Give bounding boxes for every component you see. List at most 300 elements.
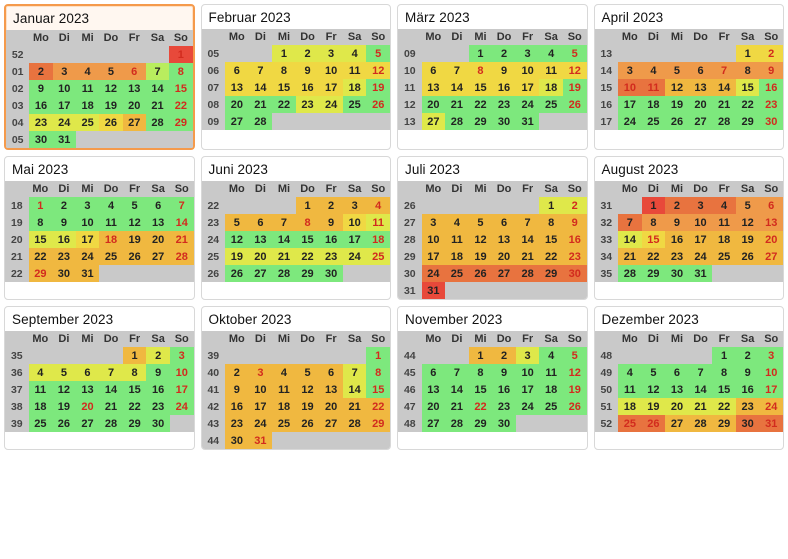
day-cell[interactable]: 7 [343,364,367,381]
day-cell[interactable]: 1 [296,197,320,214]
day-cell[interactable]: 25 [272,415,296,432]
day-cell[interactable]: 3 [516,347,540,364]
day-cell[interactable]: 9 [563,214,587,231]
day-cell[interactable]: 7 [170,197,194,214]
day-cell[interactable]: 16 [492,79,516,96]
day-cell[interactable]: 15 [712,381,736,398]
day-cell[interactable]: 6 [492,214,516,231]
day-cell[interactable]: 30 [319,265,343,282]
day-cell[interactable]: 6 [422,364,446,381]
day-cell[interactable]: 11 [272,381,296,398]
day-cell[interactable]: 7 [445,62,469,79]
day-cell[interactable]: 13 [665,381,689,398]
day-cell[interactable]: 4 [642,62,666,79]
day-cell[interactable]: 28 [170,248,194,265]
day-cell[interactable]: 17 [689,231,713,248]
day-cell[interactable]: 8 [296,214,320,231]
day-cell[interactable]: 25 [366,248,390,265]
day-cell[interactable]: 19 [469,248,493,265]
day-cell[interactable]: 28 [689,415,713,432]
day-cell[interactable]: 26 [99,114,122,131]
day-cell[interactable]: 26 [563,96,587,113]
day-cell[interactable]: 9 [296,62,320,79]
day-cell[interactable]: 2 [665,197,689,214]
day-cell[interactable]: 8 [712,364,736,381]
day-cell[interactable]: 10 [343,214,367,231]
day-cell[interactable]: 27 [665,415,689,432]
day-cell[interactable]: 25 [618,415,642,432]
day-cell[interactable]: 3 [689,197,713,214]
day-cell[interactable]: 9 [29,80,52,97]
day-cell[interactable]: 10 [759,364,783,381]
day-cell[interactable]: 14 [445,79,469,96]
day-cell[interactable]: 11 [343,62,367,79]
day-cell[interactable]: 24 [759,398,783,415]
day-cell[interactable]: 8 [736,62,760,79]
day-cell[interactable]: 18 [272,398,296,415]
day-cell[interactable]: 28 [99,415,123,432]
day-cell[interactable]: 3 [422,214,446,231]
day-cell[interactable]: 7 [445,364,469,381]
day-cell[interactable]: 30 [52,265,76,282]
day-cell[interactable]: 5 [736,197,760,214]
day-cell[interactable]: 31 [422,282,446,299]
day-cell[interactable]: 15 [736,79,760,96]
day-cell[interactable]: 27 [76,415,100,432]
day-cell[interactable]: 24 [516,398,540,415]
day-cell[interactable]: 15 [169,80,192,97]
day-cell[interactable]: 15 [469,381,493,398]
day-cell[interactable]: 7 [146,63,169,80]
day-cell[interactable]: 26 [366,96,390,113]
day-cell[interactable]: 4 [712,197,736,214]
day-cell[interactable]: 12 [736,214,760,231]
day-cell[interactable]: 30 [492,113,516,130]
day-cell[interactable]: 23 [225,415,249,432]
day-cell[interactable]: 27 [422,415,446,432]
day-cell[interactable]: 14 [170,214,194,231]
day-cell[interactable]: 5 [642,364,666,381]
day-cell[interactable]: 31 [53,131,76,148]
day-cell[interactable]: 23 [296,96,320,113]
day-cell[interactable]: 26 [123,248,147,265]
day-cell[interactable]: 6 [249,214,273,231]
day-cell[interactable]: 17 [516,381,540,398]
day-cell[interactable]: 18 [366,231,390,248]
day-cell[interactable]: 22 [29,248,53,265]
day-cell[interactable]: 25 [29,415,53,432]
day-cell[interactable]: 20 [689,96,713,113]
day-cell[interactable]: 26 [52,415,76,432]
day-cell[interactable]: 16 [225,398,249,415]
day-cell[interactable]: 21 [146,97,169,114]
day-cell[interactable]: 28 [712,113,736,130]
day-cell[interactable]: 4 [618,364,642,381]
day-cell[interactable]: 24 [618,113,642,130]
day-cell[interactable]: 5 [225,214,249,231]
day-cell[interactable]: 5 [99,63,122,80]
day-cell[interactable]: 30 [736,415,760,432]
day-cell[interactable]: 29 [296,265,320,282]
day-cell[interactable]: 19 [665,96,689,113]
day-cell[interactable]: 29 [366,415,390,432]
day-cell[interactable]: 16 [736,381,760,398]
day-cell[interactable]: 5 [665,62,689,79]
day-cell[interactable]: 5 [563,45,587,62]
day-cell[interactable]: 18 [445,248,469,265]
day-cell[interactable]: 23 [146,398,170,415]
day-cell[interactable]: 27 [759,248,783,265]
day-cell[interactable]: 7 [272,214,296,231]
day-cell[interactable]: 27 [319,415,343,432]
day-cell[interactable]: 20 [422,398,446,415]
day-cell[interactable]: 11 [29,381,53,398]
day-cell[interactable]: 6 [123,63,146,80]
day-cell[interactable]: 29 [469,415,493,432]
day-cell[interactable]: 12 [563,62,587,79]
day-cell[interactable]: 23 [492,96,516,113]
day-cell[interactable]: 21 [689,398,713,415]
day-cell[interactable]: 8 [366,364,390,381]
day-cell[interactable]: 16 [319,231,343,248]
day-cell[interactable]: 23 [665,248,689,265]
day-cell[interactable]: 29 [169,114,192,131]
day-cell[interactable]: 10 [516,364,540,381]
day-cell[interactable]: 1 [736,45,760,62]
day-cell[interactable]: 14 [712,79,736,96]
day-cell[interactable]: 24 [689,248,713,265]
day-cell[interactable]: 6 [422,62,446,79]
day-cell[interactable]: 19 [563,79,587,96]
day-cell[interactable]: 14 [689,381,713,398]
day-cell[interactable]: 4 [366,197,390,214]
day-cell[interactable]: 11 [539,62,563,79]
day-cell[interactable]: 2 [759,45,783,62]
day-cell[interactable]: 3 [249,364,273,381]
day-cell[interactable]: 31 [249,432,273,449]
day-cell[interactable]: 8 [469,62,493,79]
day-cell[interactable]: 6 [759,197,783,214]
day-cell[interactable]: 20 [422,96,446,113]
day-cell[interactable]: 18 [642,96,666,113]
day-cell[interactable]: 28 [445,415,469,432]
day-cell[interactable]: 20 [249,248,273,265]
day-cell[interactable]: 19 [296,398,320,415]
day-cell[interactable]: 24 [170,398,194,415]
day-cell[interactable]: 23 [563,248,587,265]
day-cell[interactable]: 2 [52,197,76,214]
day-cell[interactable]: 18 [539,381,563,398]
day-cell[interactable]: 9 [52,214,76,231]
day-cell[interactable]: 13 [146,214,170,231]
day-cell[interactable]: 11 [618,381,642,398]
day-cell[interactable]: 21 [516,248,540,265]
day-cell[interactable]: 26 [665,113,689,130]
day-cell[interactable]: 12 [665,79,689,96]
day-cell[interactable]: 10 [249,381,273,398]
day-cell[interactable]: 4 [29,364,53,381]
day-cell[interactable]: 20 [492,248,516,265]
day-cell[interactable]: 29 [29,265,53,282]
day-cell[interactable]: 30 [146,415,170,432]
day-cell[interactable]: 25 [539,398,563,415]
day-cell[interactable]: 18 [99,231,123,248]
day-cell[interactable]: 12 [123,214,147,231]
day-cell[interactable]: 25 [343,96,367,113]
day-cell[interactable]: 11 [366,214,390,231]
day-cell[interactable]: 12 [642,381,666,398]
day-cell[interactable]: 1 [29,197,53,214]
day-cell[interactable]: 3 [516,45,540,62]
day-cell[interactable]: 29 [736,113,760,130]
day-cell[interactable]: 26 [296,415,320,432]
day-cell[interactable]: 25 [712,248,736,265]
day-cell[interactable]: 21 [445,96,469,113]
day-cell[interactable]: 25 [445,265,469,282]
day-cell[interactable]: 7 [712,62,736,79]
day-cell[interactable]: 21 [618,248,642,265]
day-cell[interactable]: 30 [759,113,783,130]
day-cell[interactable]: 19 [99,97,122,114]
day-cell[interactable]: 14 [146,80,169,97]
day-cell[interactable]: 14 [99,381,123,398]
day-cell[interactable]: 1 [469,347,493,364]
day-cell[interactable]: 18 [539,79,563,96]
day-cell[interactable]: 14 [249,79,273,96]
day-cell[interactable]: 24 [516,96,540,113]
day-cell[interactable]: 17 [618,96,642,113]
day-cell[interactable]: 17 [422,248,446,265]
day-cell[interactable]: 28 [272,265,296,282]
day-cell[interactable]: 27 [422,113,446,130]
day-cell[interactable]: 13 [249,231,273,248]
day-cell[interactable]: 1 [469,45,493,62]
day-cell[interactable]: 5 [563,347,587,364]
day-cell[interactable]: 24 [249,415,273,432]
day-cell[interactable]: 8 [539,214,563,231]
day-cell[interactable]: 5 [366,45,390,62]
day-cell[interactable]: 15 [296,231,320,248]
day-cell[interactable]: 16 [52,231,76,248]
day-cell[interactable]: 11 [712,214,736,231]
day-cell[interactable]: 1 [539,197,563,214]
day-cell[interactable]: 25 [642,113,666,130]
day-cell[interactable]: 2 [736,347,760,364]
day-cell[interactable]: 22 [642,248,666,265]
day-cell[interactable]: 20 [146,231,170,248]
day-cell[interactable]: 7 [618,214,642,231]
day-cell[interactable]: 13 [492,231,516,248]
day-cell[interactable]: 1 [169,46,192,63]
day-cell[interactable]: 17 [53,97,76,114]
day-cell[interactable]: 12 [563,364,587,381]
day-cell[interactable]: 28 [146,114,169,131]
day-cell[interactable]: 30 [563,265,587,282]
day-cell[interactable]: 28 [618,265,642,282]
day-cell[interactable]: 22 [366,398,390,415]
day-cell[interactable]: 30 [29,131,52,148]
day-cell[interactable]: 16 [29,97,52,114]
day-cell[interactable]: 16 [296,79,320,96]
day-cell[interactable]: 24 [53,114,76,131]
day-cell[interactable]: 21 [170,231,194,248]
day-cell[interactable]: 5 [296,364,320,381]
day-cell[interactable]: 13 [422,79,446,96]
day-cell[interactable]: 18 [76,97,99,114]
day-cell[interactable]: 3 [319,45,343,62]
day-cell[interactable]: 16 [665,231,689,248]
day-cell[interactable]: 9 [225,381,249,398]
day-cell[interactable]: 1 [712,347,736,364]
day-cell[interactable]: 25 [99,248,123,265]
day-cell[interactable]: 27 [492,265,516,282]
day-cell[interactable]: 9 [736,364,760,381]
day-cell[interactable]: 27 [123,114,146,131]
day-cell[interactable]: 27 [249,265,273,282]
day-cell[interactable]: 31 [76,265,100,282]
day-cell[interactable]: 5 [52,364,76,381]
day-cell[interactable]: 15 [366,381,390,398]
day-cell[interactable]: 18 [343,79,367,96]
day-cell[interactable]: 7 [516,214,540,231]
day-cell[interactable]: 27 [225,113,249,130]
day-cell[interactable]: 19 [366,79,390,96]
day-cell[interactable]: 7 [689,364,713,381]
day-cell[interactable]: 10 [618,79,642,96]
day-cell[interactable]: 30 [665,265,689,282]
day-cell[interactable]: 13 [759,214,783,231]
day-cell[interactable]: 14 [445,381,469,398]
day-cell[interactable]: 10 [319,62,343,79]
day-cell[interactable]: 9 [665,214,689,231]
day-cell[interactable]: 23 [52,248,76,265]
day-cell[interactable]: 16 [563,231,587,248]
day-cell[interactable]: 11 [445,231,469,248]
day-cell[interactable]: 11 [642,79,666,96]
day-cell[interactable]: 15 [123,381,147,398]
day-cell[interactable]: 28 [516,265,540,282]
day-cell[interactable]: 2 [563,197,587,214]
day-cell[interactable]: 30 [492,415,516,432]
day-cell[interactable]: 13 [123,80,146,97]
day-cell[interactable]: 22 [469,398,493,415]
day-cell[interactable]: 27 [689,113,713,130]
day-cell[interactable]: 14 [516,231,540,248]
day-cell[interactable]: 3 [343,197,367,214]
day-cell[interactable]: 3 [618,62,642,79]
day-cell[interactable]: 23 [319,248,343,265]
day-cell[interactable]: 8 [272,62,296,79]
day-cell[interactable]: 9 [319,214,343,231]
day-cell[interactable]: 23 [759,96,783,113]
day-cell[interactable]: 29 [123,415,147,432]
day-cell[interactable]: 13 [319,381,343,398]
day-cell[interactable]: 4 [539,45,563,62]
day-cell[interactable]: 5 [469,214,493,231]
day-cell[interactable]: 12 [225,231,249,248]
day-cell[interactable]: 29 [712,415,736,432]
day-cell[interactable]: 22 [539,248,563,265]
day-cell[interactable]: 8 [123,364,147,381]
day-cell[interactable]: 20 [225,96,249,113]
day-cell[interactable]: 24 [76,248,100,265]
day-cell[interactable]: 28 [249,113,273,130]
day-cell[interactable]: 1 [123,347,147,364]
day-cell[interactable]: 19 [52,398,76,415]
day-cell[interactable]: 24 [319,96,343,113]
day-cell[interactable]: 21 [343,398,367,415]
day-cell[interactable]: 22 [736,96,760,113]
day-cell[interactable]: 2 [225,364,249,381]
day-cell[interactable]: 24 [343,248,367,265]
day-cell[interactable]: 7 [249,62,273,79]
day-cell[interactable]: 10 [170,364,194,381]
day-cell[interactable]: 19 [642,398,666,415]
day-cell[interactable]: 20 [123,97,146,114]
day-cell[interactable]: 17 [343,231,367,248]
day-cell[interactable]: 21 [99,398,123,415]
day-cell[interactable]: 2 [492,347,516,364]
day-cell[interactable]: 14 [618,231,642,248]
day-cell[interactable]: 21 [445,398,469,415]
day-cell[interactable]: 17 [76,231,100,248]
day-cell[interactable]: 3 [759,347,783,364]
day-cell[interactable]: 26 [563,398,587,415]
day-cell[interactable]: 1 [366,347,390,364]
day-cell[interactable]: 8 [29,214,53,231]
day-cell[interactable]: 31 [759,415,783,432]
day-cell[interactable]: 16 [492,381,516,398]
day-cell[interactable]: 2 [29,63,52,80]
day-cell[interactable]: 4 [539,347,563,364]
day-cell[interactable]: 13 [689,79,713,96]
day-cell[interactable]: 1 [642,197,666,214]
day-cell[interactable]: 30 [225,432,249,449]
day-cell[interactable]: 22 [712,398,736,415]
day-cell[interactable]: 22 [296,248,320,265]
day-cell[interactable]: 15 [539,231,563,248]
day-cell[interactable]: 10 [689,214,713,231]
day-cell[interactable]: 29 [642,265,666,282]
day-cell[interactable]: 18 [29,398,53,415]
day-cell[interactable]: 6 [76,364,100,381]
day-cell[interactable]: 13 [422,381,446,398]
day-cell[interactable]: 17 [249,398,273,415]
day-cell[interactable]: 12 [52,381,76,398]
day-cell[interactable]: 8 [469,364,493,381]
day-cell[interactable]: 3 [170,347,194,364]
day-cell[interactable]: 31 [689,265,713,282]
day-cell[interactable]: 9 [146,364,170,381]
day-cell[interactable]: 10 [422,231,446,248]
day-cell[interactable]: 21 [272,248,296,265]
day-cell[interactable]: 20 [76,398,100,415]
day-cell[interactable]: 15 [642,231,666,248]
day-cell[interactable]: 21 [712,96,736,113]
day-cell[interactable]: 13 [76,381,100,398]
day-cell[interactable]: 2 [146,347,170,364]
day-cell[interactable]: 11 [99,214,123,231]
day-cell[interactable]: 26 [225,265,249,282]
day-cell[interactable]: 22 [123,398,147,415]
day-cell[interactable]: 3 [53,63,76,80]
day-cell[interactable]: 12 [99,80,122,97]
day-cell[interactable]: 20 [759,231,783,248]
day-cell[interactable]: 23 [492,398,516,415]
day-cell[interactable]: 10 [76,214,100,231]
day-cell[interactable]: 8 [169,63,192,80]
day-cell[interactable]: 16 [146,381,170,398]
